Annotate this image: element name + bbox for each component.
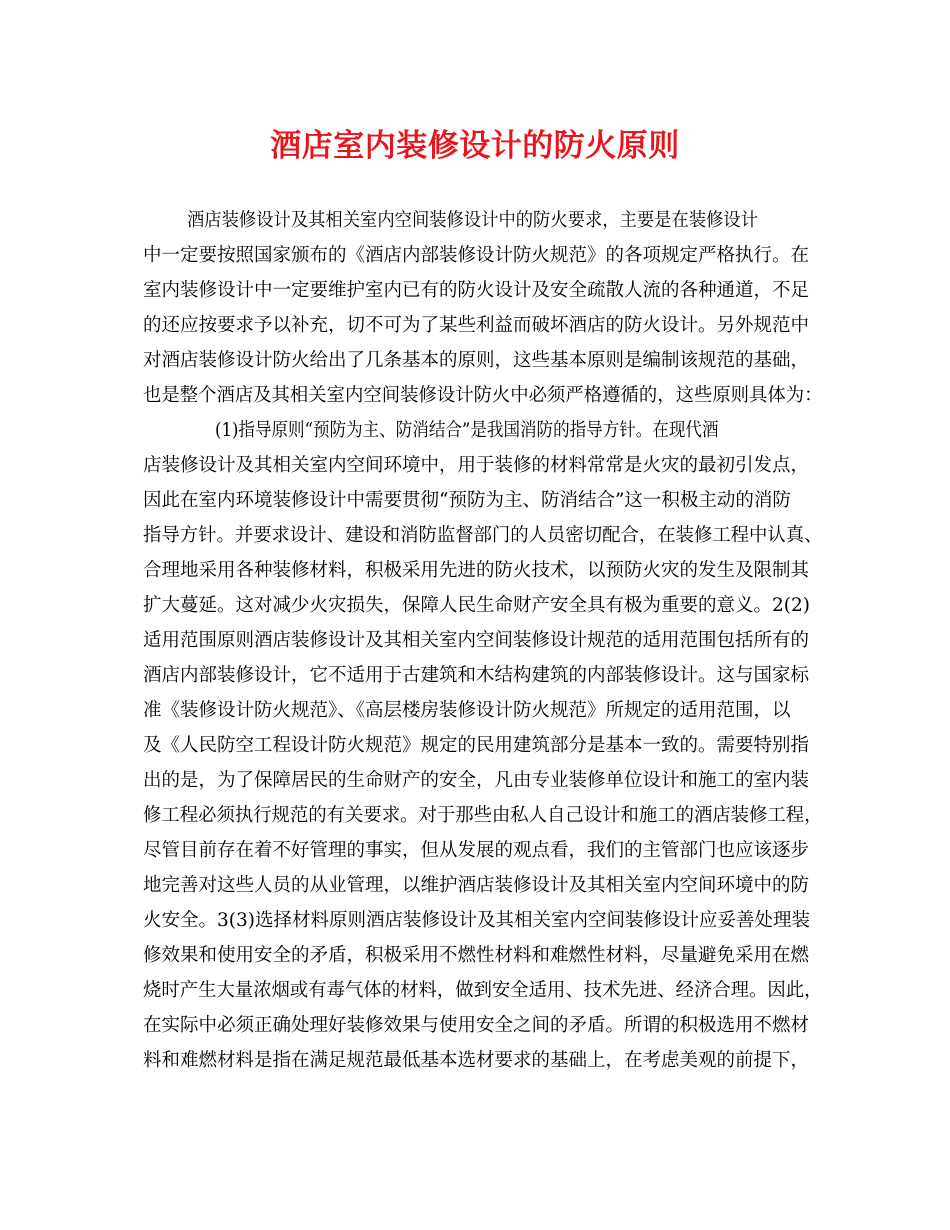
body-line-17: 出的是，为了保障居民的生命财产的安全，凡由专业装修单位设计和施工的室内装 xyxy=(143,770,810,791)
body-line-20: 地完善对这些人员的从业管理，以维护酒店装修设计及其相关室内空间环境中的防 xyxy=(143,875,810,896)
body-line-5: 对酒店装修设计防火给出了几条基本的原则，这些基本原则是编制该规范的基础， xyxy=(143,350,810,371)
body-line-10: 指导方针。并要求设计、建设和消防监督部门的人员密切配合，在装修工程中认真、 xyxy=(143,525,823,546)
body-line-8: 店装修设计及其相关室内空间环境中，用于装修的材料常常是火灾的最初引发点， xyxy=(143,455,810,476)
body-line-7: (1)指导原则“预防为主、防消结合”是我国消防的指导方针。在现代酒 xyxy=(215,420,719,441)
body-line-3: 室内装修设计中一定要维护室内已有的防火设计及安全疏散人流的各种通道，不足 xyxy=(143,280,810,301)
body-line-2: 中一定要按照国家颁布的《酒店内部装修设计防火规范》的各项规定严格执行。在 xyxy=(143,245,810,266)
body-line-1: 酒店装修设计及其相关室内空间装修设计中的防火要求，主要是在装修设计 xyxy=(187,210,759,231)
body-line-22: 修效果和使用安全的矛盾，积极采用不燃性材料和难燃性材料，尽量避免采用在燃 xyxy=(143,945,810,966)
body-line-4: 的还应按要求予以补充，切不可为了某些利益而破坏酒店的防火设计。另外规范中 xyxy=(143,315,810,336)
body-line-25: 料和难燃材料是指在满足规范最低基本选材要求的基础上，在考虑美观的前提下， xyxy=(143,1050,810,1071)
body-line-14: 酒店内部装修设计，它不适用于古建筑和木结构建筑的内部装修设计。这与国家标 xyxy=(143,665,810,686)
body-line-18: 修工程必须执行规范的有关要求。对于那些由私人自己设计和施工的酒店装修工程， xyxy=(143,805,823,826)
page-title: 酒店室内装修设计的防火原则 xyxy=(270,128,680,164)
body-line-21: 火安全。3(3)选择材料原则酒店装修设计及其相关室内空间装修设计应妥善处理装 xyxy=(143,910,810,931)
body-line-13: 适用范围原则酒店装修设计及其相关室内空间装修设计规范的适用范围包括所有的 xyxy=(143,630,810,651)
body-line-6: 也是整个酒店及其相关室内空间装修设计防火中必须严格遵循的，这些原则具体为： xyxy=(143,385,823,406)
body-line-16: 及《人民防空工程设计防火规范》规定的民用建筑部分是基本一致的。需要特别指 xyxy=(143,735,810,756)
body-line-12: 扩大蔓延。这对减少火灾损失，保障人民生命财产安全具有极为重要的意义。2(2) xyxy=(143,595,810,616)
body-line-23: 烧时产生大量浓烟或有毒气体的材料，做到安全适用、技术先进、经济合理。因此， xyxy=(143,980,823,1001)
body-line-15: 准《装修设计防火规范》、《高层楼房装修设计防火规范》所规定的适用范围，以 xyxy=(143,700,791,721)
body-line-9: 因此在室内环境装修设计中需要贯彻“预防为主、防消结合”这一积极主动的消防 xyxy=(143,490,791,511)
body-line-24: 在实际中必须正确处理好装修效果与使用安全之间的矛盾。所谓的积极选用不燃材 xyxy=(143,1015,810,1036)
body-line-11: 合理地采用各种装修材料，积极采用先进的防火技术，以预防火灾的发生及限制其 xyxy=(143,560,810,581)
body-line-19: 尽管目前存在着不好管理的事实，但从发展的观点看，我们的主管部门也应该逐步 xyxy=(143,840,810,861)
